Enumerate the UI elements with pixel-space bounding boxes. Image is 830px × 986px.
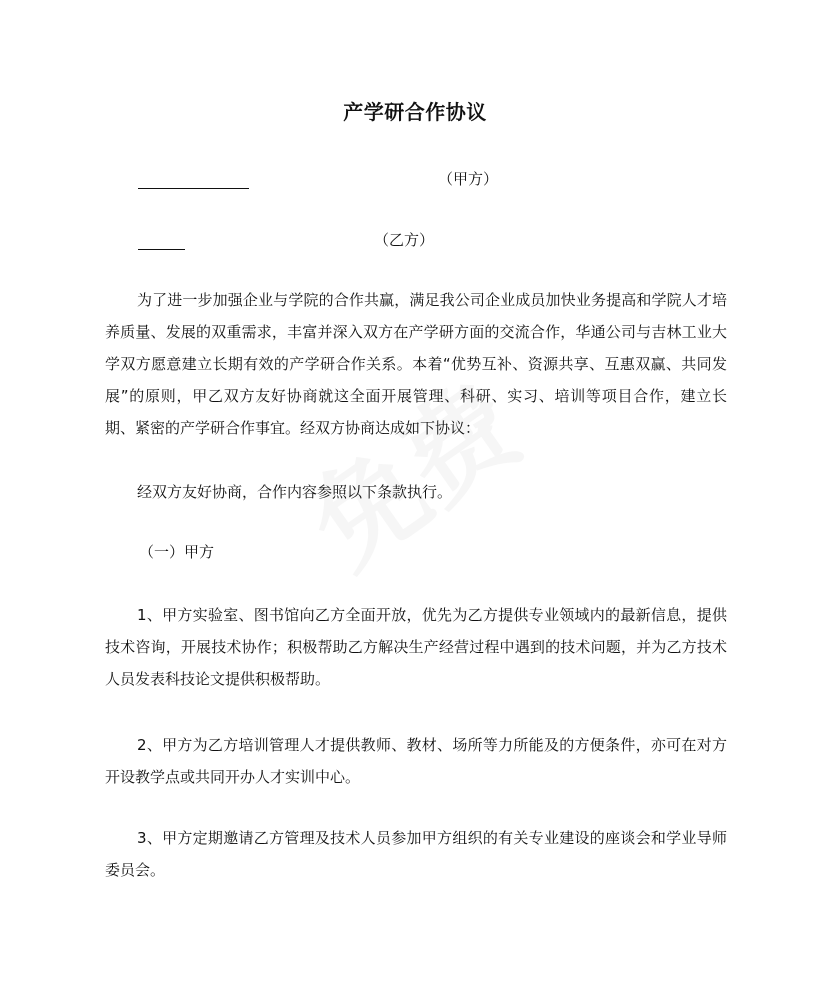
clause-2: 2、甲方为乙方培训管理人才提供教师、教材、场所等力所能及的方便条件，亦可在对方开设教学点或共同开办人才实训中心。 — [105, 736, 727, 786]
party-b-label: （乙方） — [374, 231, 435, 249]
party-a-line — [138, 168, 538, 196]
clause-1: 1、甲方实验室、图书馆向乙方全面开放，优先为乙方提供专业领域内的最新信息，提供技术咨询，开展技术协作；积极帮助乙方解决生产经营过程中遇到的技术问题，并为乙方技术人员发表科技论文提供积极帮助。 — [105, 606, 727, 688]
clause-3: 3、甲方定期邀请乙方管理及技术人员参加甲方组织的有关专业建设的座谈会和学业导师委员会。 — [105, 829, 727, 879]
intro-paragraph: 为了进一步加强企业与学院的合作共赢，满足我公司企业成员加快业务提高和学院人才培养质量、发展的双重需求，丰富并深入双方在产学研方面的交流合作，华通公司与吉林工业大学双方愿意建立长期有效的产学研合作关系。本着“优势互补、资源共享、互惠双赢、共同发展”的原则，甲乙双方友好协商就这全面开展管理、科研、实习、培训等项目合作，建立长期、紧密的产学研合作事宜。经双方协商达成如下协议： — [105, 291, 727, 437]
party-a-blank — [138, 168, 249, 189]
document-title: 产学研合作协议 — [343, 100, 487, 124]
party-a-label: （甲方） — [438, 170, 499, 188]
agreement-paragraph: 经双方友好协商，合作内容参照以下条款执行。 — [137, 483, 453, 501]
party-b-line — [138, 229, 458, 257]
section-heading-party-a: （一）甲方 — [139, 543, 215, 561]
party-b-blank — [138, 229, 185, 250]
